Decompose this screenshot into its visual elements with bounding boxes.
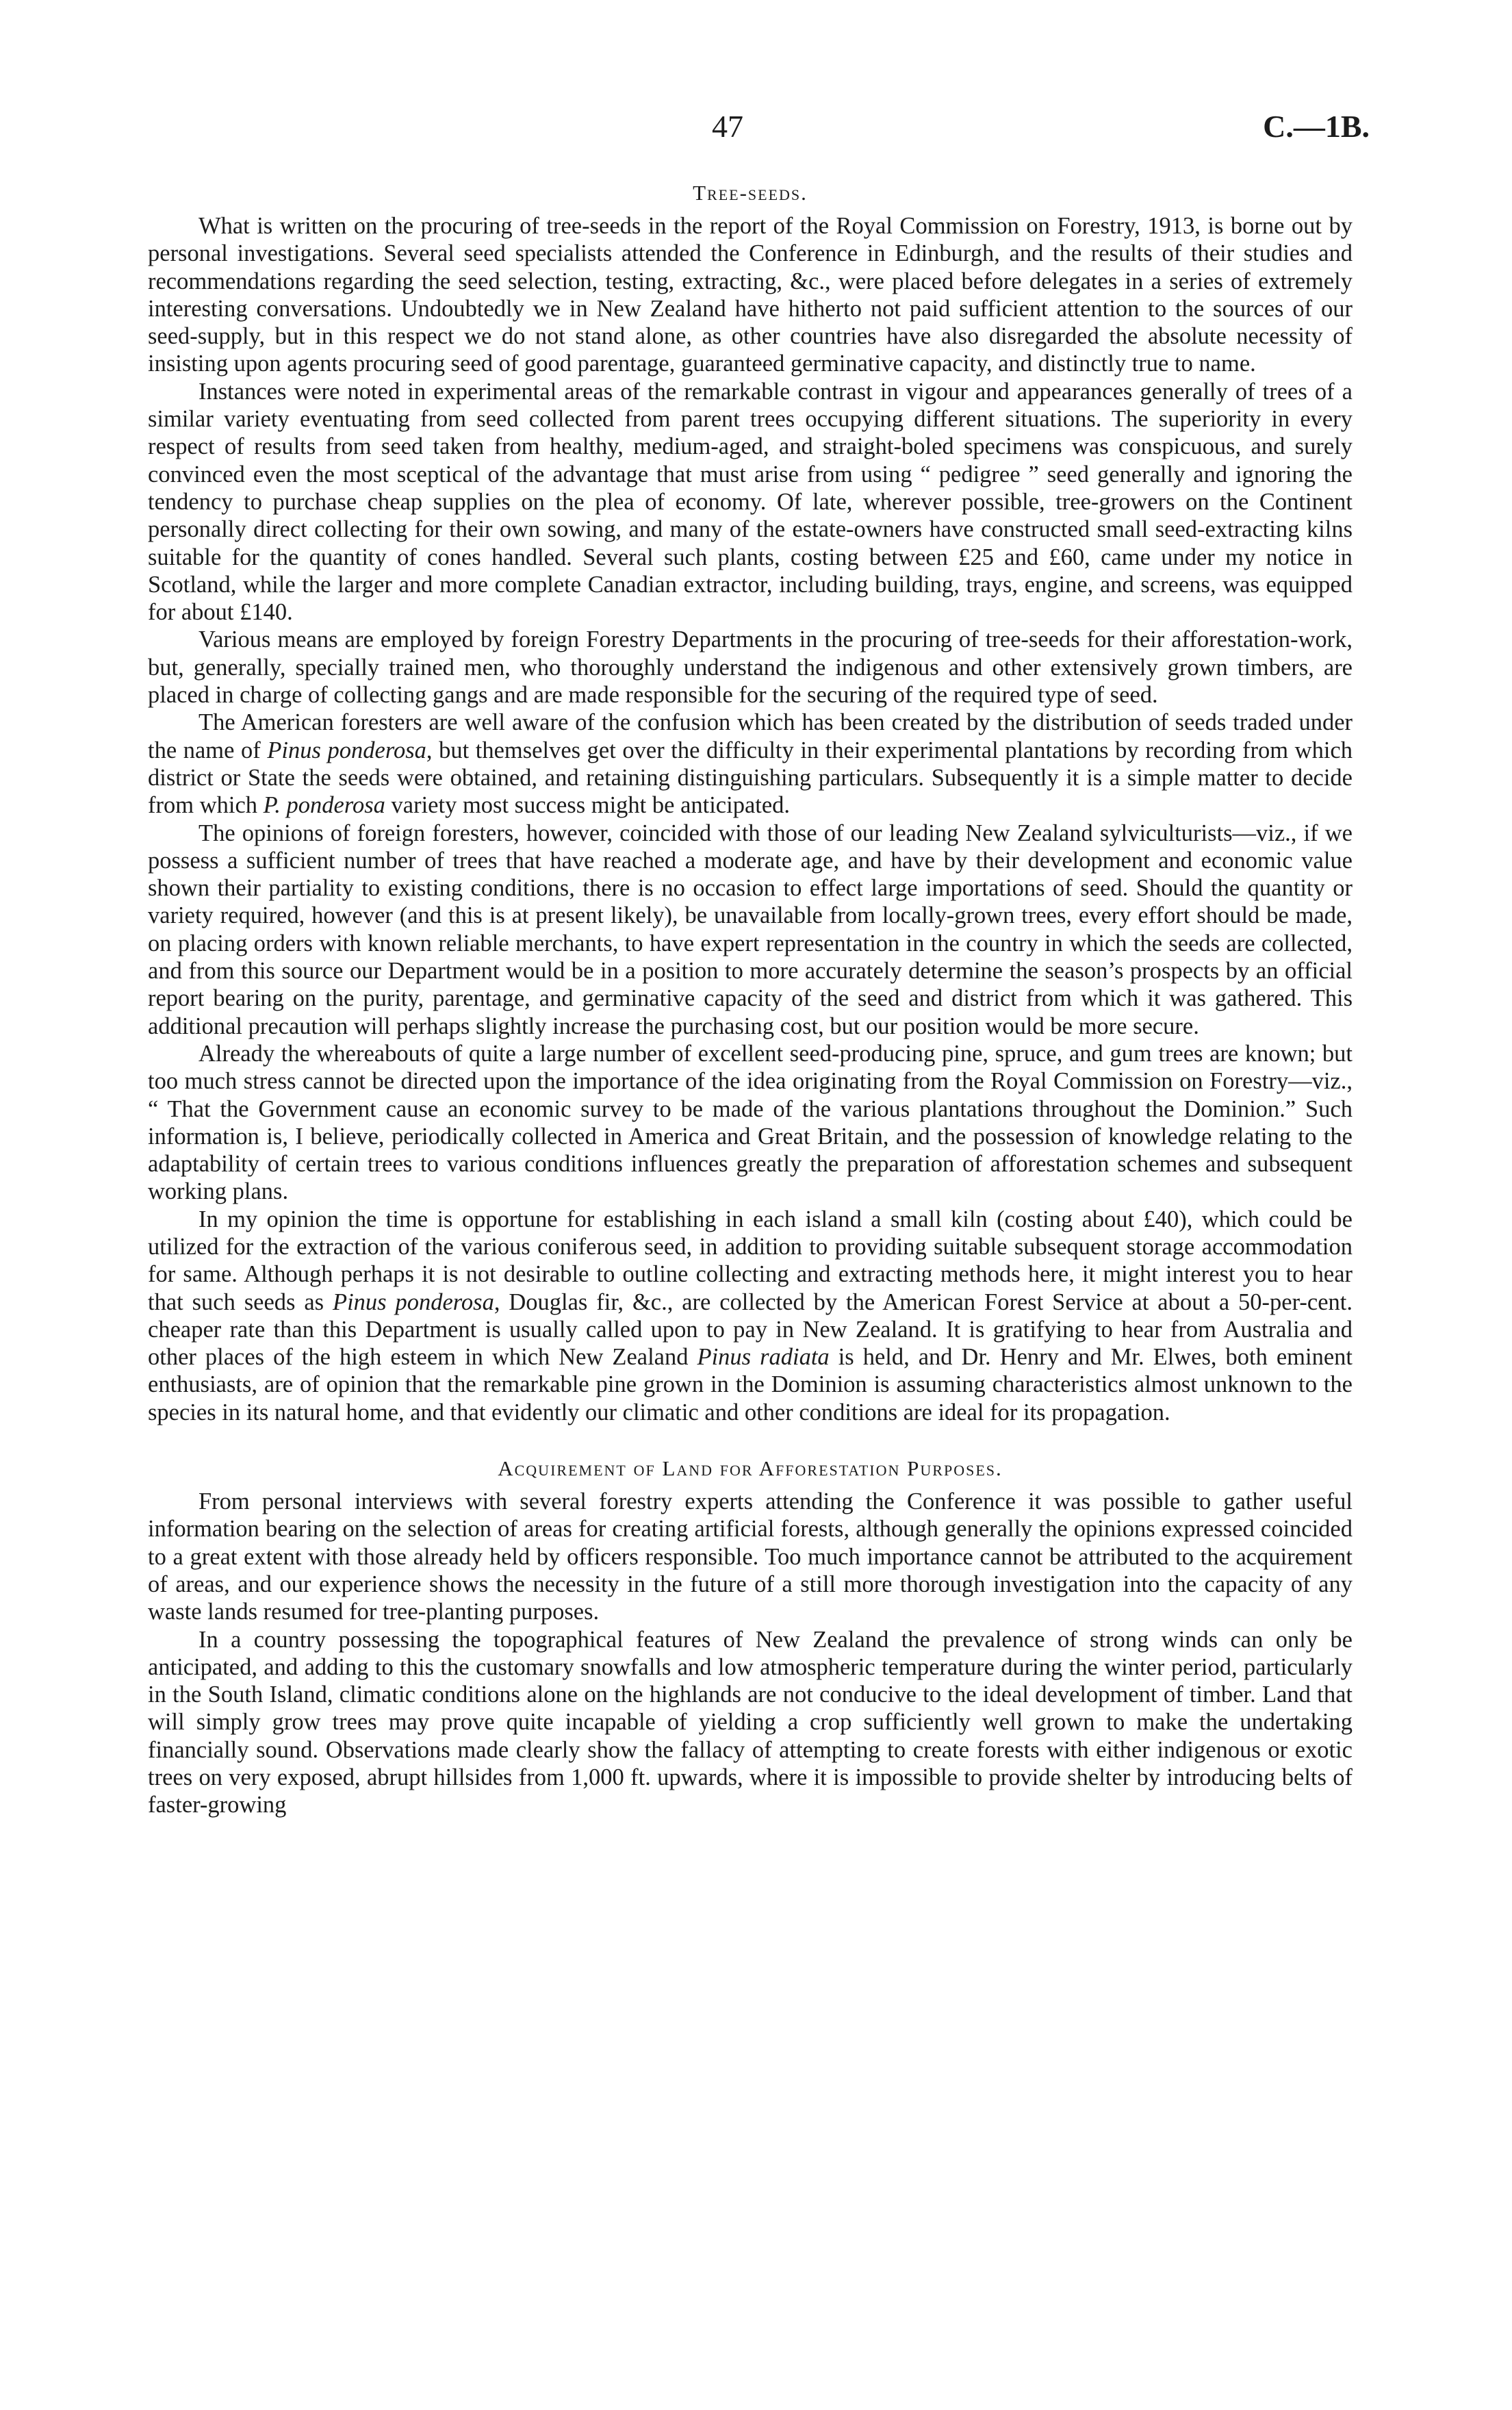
paragraph: From personal interviews with several forestry experts attending the Conference it was possible to gather useful information bearing on the selection of areas for creating artificial forests, although generally the opinions expressed coincided to a great extent with those already held by officers responsible. Too much importance cannot be attributed to the acquirement of areas, and our experience shows the necessity in the future of a still more thorough investigation into the capacity of any waste lands resumed for tree-planting purposes. xyxy=(148,1488,1353,1625)
section-tree-seeds xyxy=(148,179,1353,1426)
text-column xyxy=(148,179,1353,1819)
paragraph: Already the whereabouts of quite a large number of excellent seed-producing pine, spruce, and gum trees are known; but too much stress cannot be directed upon the importance of the idea originating from the Royal Commission on Forestry—viz., “ That the Government cause an economic survey to be made of the various plantations throughout the Dominion.” Such information is, I believe, periodically collected in America and Great Britain, and the possession of knowledge relating to the adaptability of certain trees to various conditions influences greatly the preparation of afforestation schemes and subsequent working plans. xyxy=(148,1040,1353,1205)
paragraph: The opinions of foreign foresters, however, coincided with those of our leading New Zealand sylviculturists—viz., if we possess a sufficient number of trees that have reached a moderate age, and have by their development and economic value shown their partiality to existing conditions, there is no occasion to effect large importations of seed. Should the quantity or variety required, however (and this is at present likely), be unavailable from locally-grown trees, every effort should be made, on placing orders with known reliable merchants, to have expert representation in the country in which the seeds are collected, and from this source our Department would be in a position to more accurately determine the season’s prospects by an official report bearing on the purity, parentage, and germinative capacity of the seed and district from which it was gathered. This additional precaution will perhaps slightly increase the purchasing cost, but our position would be more secure. xyxy=(148,820,1353,1039)
paragraph: The American foresters are well aware of the confusion which has been created by the distribution of seeds traded under the name of Pinus ponderosa, but themselves get over the difficulty in their experimental plantations by recording from which district or State the seeds were obtained, and retaining distinguishing particulars. Subsequently it is a simple matter to decide from which P. ponderosa variety most success might be anticipated. xyxy=(148,709,1353,819)
section-heading: Tree-seeds. xyxy=(693,181,808,205)
paragraph: In a country possessing the topographical features of New Zealand the prevalence of strong winds can only be anticipated, and adding to this the customary snowfalls and low atmospheric temperature during the winter period, particularly in the South Island, climatic conditions alone on the highlands are not conducive to the ideal development of timber. Land that will simply grow trees may prove quite incapable of yielding a crop sufficiently well grown to make the undertaking financially sound. Observations made clearly show the fallacy of attempting to create forests with either indigenous or exotic trees on very exposed, abrupt hillsides from 1,000 ft. upwards, where it is impossible to provide shelter by introducing belts of faster-growing xyxy=(148,1626,1353,1818)
section-acquirement-of-land xyxy=(148,1455,1353,1819)
paragraph: Instances were noted in experimental areas of the remarkable contrast in vigour and appearances generally of trees of a similar variety eventuating from seed collected from parent trees occupying different situations. The superiority in every respect of results from seed taken from healthy, medium-aged, and straight-boled specimens was conspicuous, and surely convinced even the most sceptical of the advantage that must arise from using “ pedigree ” seed generally and ignoring the tendency to purchase cheap supplies on the plea of economy. Of late, wherever possible, tree-growers on the Continent personally direct collecting for their own sowing, and many of the estate-owners have constructed small seed-extracting kilns suitable for the quantity of cones handled. Several such plants, costing between £25 and £60, came under my notice in Scotland, while the larger and more complete Canadian extractor, including building, trays, engine, and screens, was equipped for about £140. xyxy=(148,378,1353,626)
paragraph: What is written on the procuring of tree-seeds in the report of the Royal Commission on Forestry, 1913, is borne out by personal investigations. Several seed specialists attended the Conference in Edinburgh, and the results of their studies and recommendations regarding the seed selection, testing, extracting, &c., were placed before delegates in a series of extremely interesting conversations. Undoubtedly we in New Zealand have hitherto not paid sufficient attention to the sources of our seed-supply, but in this respect we do not stand alone, as other countries have also disregarded the absolute necessity of insisting upon agents procuring seed of good parentage, guaranteed germinative capacity, and distinctly true to name. xyxy=(148,213,1353,377)
page-number: 47 xyxy=(712,109,743,144)
paragraph: Various means are employed by foreign Forestry Departments in the procuring of tree-seeds for their afforestation-work, but, generally, specially trained men, who thoroughly understand the indigenous and other extensively grown timbers, are placed in charge of collecting gangs and are made responsible for the securing of the required type of seed. xyxy=(148,626,1353,709)
paragraph: In my opinion the time is opportune for establishing in each island a small kiln (costing about £40), which could be utilized for the extraction of the various coniferous seed, in addition to providing suitable subsequent storage accommodation for same. Although perhaps it is not desirable to outline collecting and extracting methods here, it might interest you to hear that such seeds as Pinus ponderosa, Douglas fir, &c., are collected by the American Forest Service at about a 50-per-cent. cheaper rate than this Department is usually called upon to pay in New Zealand. It is gratifying to hear from Australia and other places of the high esteem in which New Zealand Pinus radiata is held, and Dr. Henry and Mr. Elwes, both eminent enthusiasts, are of opinion that the remarkable pine grown in the Dominion is assuming characteristics almost unknown to the species in its natural home, and that evidently our climatic and other conditions are ideal for its propagation. xyxy=(148,1206,1353,1425)
document-reference: C.—1B. xyxy=(1263,109,1370,144)
section-heading: Acquirement of Land for Afforestation Purposes. xyxy=(498,1456,1003,1481)
